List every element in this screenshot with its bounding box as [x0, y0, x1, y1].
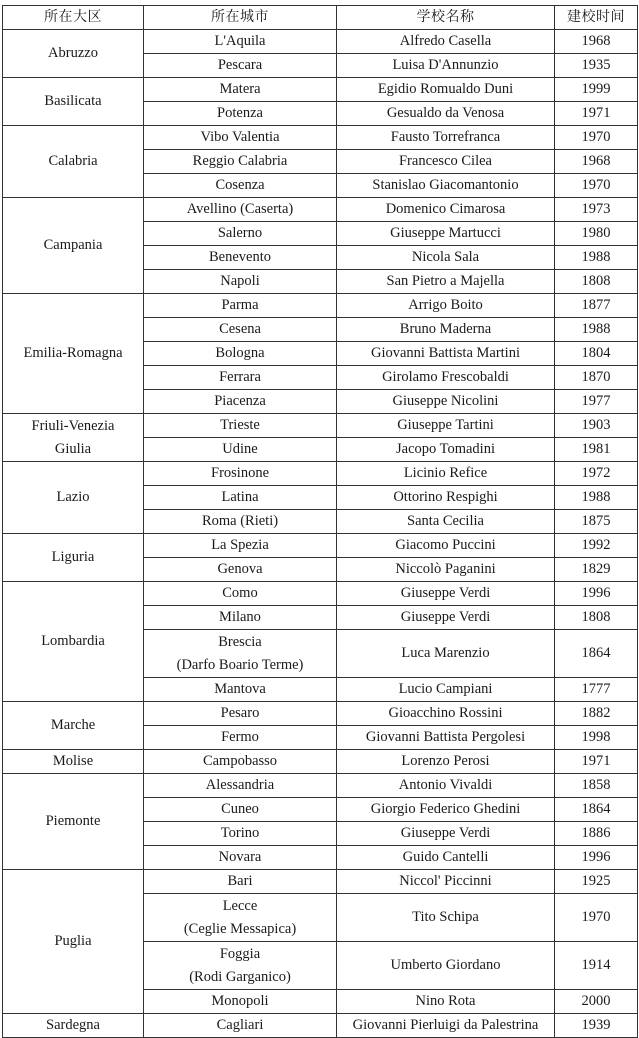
city-name-line: Novara — [218, 849, 262, 865]
city-name-line: Torino — [220, 825, 260, 841]
region-name-line: Basilicata — [44, 93, 102, 109]
founded-year-cell: 1996 — [555, 846, 638, 870]
city-name-line: Pescara — [217, 57, 263, 73]
school-name-cell: Francesco Cilea — [337, 150, 555, 174]
founded-year-cell: 1988 — [555, 318, 638, 342]
founded-year-cell: 1882 — [555, 702, 638, 726]
founded-year-cell: 1858 — [555, 774, 638, 798]
city-name-line: (Darfo Boario Terme) — [176, 656, 304, 673]
city-name-line: Genova — [217, 561, 263, 577]
city-name-line: Cuneo — [221, 801, 259, 817]
founded-year-cell: 1970 — [555, 174, 638, 198]
city-cell — [144, 990, 337, 1014]
table-row — [3, 294, 638, 318]
founded-year-cell: 1968 — [555, 150, 638, 174]
city-cell — [144, 750, 337, 774]
school-name-cell: Egidio Romualdo Duni — [337, 78, 555, 102]
founded-year-cell: 1864 — [555, 798, 638, 822]
city-cell — [144, 198, 337, 222]
school-name-cell: Niccol' Piccinni — [337, 870, 555, 894]
school-name-cell: Giorgio Federico Ghedini — [337, 798, 555, 822]
city-name-line: La Spezia — [211, 537, 269, 553]
table-row — [3, 870, 638, 894]
founded-year-cell: 1864 — [555, 630, 638, 678]
city-name-line: Avellino (Caserta) — [186, 201, 294, 217]
city-cell — [144, 510, 337, 534]
school-name-cell: Giacomo Puccini — [337, 534, 555, 558]
city-name-line: Campobasso — [202, 753, 278, 769]
region-cell — [3, 414, 144, 462]
region-name-line: Puglia — [54, 933, 92, 949]
city-name-line: Matera — [219, 81, 261, 97]
city-name-line: Salerno — [217, 225, 263, 241]
school-name-cell: Domenico Cimarosa — [337, 198, 555, 222]
founded-year-cell: 1981 — [555, 438, 638, 462]
region-name-line: Emilia-Romagna — [23, 345, 123, 361]
founded-year-cell: 1971 — [555, 102, 638, 126]
region-name-line: Molise — [52, 753, 94, 769]
city-cell — [144, 582, 337, 606]
city-cell — [144, 774, 337, 798]
region-name-line: Lazio — [56, 489, 90, 505]
city-name-line: Cosenza — [215, 177, 265, 193]
school-name-cell: Girolamo Frescobaldi — [337, 366, 555, 390]
city-cell — [144, 126, 337, 150]
founded-year-cell: 1980 — [555, 222, 638, 246]
school-name-cell: Giuseppe Nicolini — [337, 390, 555, 414]
city-cell — [144, 270, 337, 294]
school-name-cell: Nino Rota — [337, 990, 555, 1014]
city-cell — [144, 870, 337, 894]
school-name-cell: Fausto Torrefranca — [337, 126, 555, 150]
region-cell — [3, 462, 144, 534]
school-name-cell: Santa Cecilia — [337, 510, 555, 534]
founded-year-cell: 1939 — [555, 1014, 638, 1038]
city-name-line: Napoli — [220, 273, 260, 289]
city-cell — [144, 702, 337, 726]
region-cell — [3, 78, 144, 126]
header-school-name: 学校名称 — [337, 6, 555, 30]
city-cell — [144, 678, 337, 702]
region-name-line: Marche — [50, 717, 96, 733]
region-name-line: Piemonte — [45, 813, 101, 829]
city-cell — [144, 558, 337, 582]
city-name-line: Latina — [221, 489, 259, 505]
school-name-cell: Bruno Maderna — [337, 318, 555, 342]
founded-year-cell: 1870 — [555, 366, 638, 390]
founded-year-cell: 2000 — [555, 990, 638, 1014]
table-row — [3, 582, 638, 606]
region-cell — [3, 534, 144, 582]
region-cell — [3, 30, 144, 78]
school-name-cell: Giuseppe Verdi — [337, 822, 555, 846]
city-name-line: (Ceglie Messapica) — [183, 920, 297, 937]
header-row — [3, 6, 638, 30]
region-cell — [3, 198, 144, 294]
founded-year-cell: 1988 — [555, 246, 638, 270]
founded-year-cell: 1996 — [555, 582, 638, 606]
school-name-cell: Giovanni Pierluigi da Palestrina — [337, 1014, 555, 1038]
city-cell — [144, 462, 337, 486]
founded-year-cell: 1925 — [555, 870, 638, 894]
city-name-line: Cesena — [219, 321, 261, 337]
city-name-line: Lecce — [222, 897, 258, 914]
founded-year-cell: 1777 — [555, 678, 638, 702]
school-name-cell: Giuseppe Verdi — [337, 606, 555, 630]
school-name-cell: Alfredo Casella — [337, 30, 555, 54]
school-name-cell: Umberto Giordano — [337, 942, 555, 990]
city-name-line: Fermo — [221, 729, 259, 745]
founded-year-cell: 1877 — [555, 294, 638, 318]
school-name-cell: Gesualdo da Venosa — [337, 102, 555, 126]
founded-year-cell: 1808 — [555, 606, 638, 630]
table-row — [3, 774, 638, 798]
city-name-line: Bari — [227, 873, 253, 889]
city-cell — [144, 438, 337, 462]
founded-year-cell: 1808 — [555, 270, 638, 294]
city-cell — [144, 606, 337, 630]
table-row — [3, 30, 638, 54]
city-name-line: Trieste — [220, 417, 260, 433]
school-name-cell: Lucio Campiani — [337, 678, 555, 702]
city-cell — [144, 222, 337, 246]
founded-year-cell: 1977 — [555, 390, 638, 414]
founded-year-cell: 1829 — [555, 558, 638, 582]
table-row — [3, 126, 638, 150]
region-cell — [3, 750, 144, 774]
table-row — [3, 198, 638, 222]
region-name-line: Campania — [43, 237, 103, 253]
founded-year-cell: 1903 — [555, 414, 638, 438]
city-name-line: Pesaro — [220, 705, 260, 721]
school-name-cell: Nicola Sala — [337, 246, 555, 270]
table-row — [3, 750, 638, 774]
city-cell — [144, 390, 337, 414]
school-name-cell: Giovanni Battista Pergolesi — [337, 726, 555, 750]
founded-year-cell: 1971 — [555, 750, 638, 774]
table-row — [3, 534, 638, 558]
school-name-cell: Gioacchino Rossini — [337, 702, 555, 726]
city-name-line: Monopoli — [211, 993, 269, 1009]
city-name-line: Potenza — [217, 105, 263, 121]
city-cell — [144, 294, 337, 318]
region-cell — [3, 774, 144, 870]
city-name-line: Milano — [219, 609, 261, 625]
school-name-cell: Giuseppe Tartini — [337, 414, 555, 438]
founded-year-cell: 1804 — [555, 342, 638, 366]
city-cell — [144, 78, 337, 102]
region-name-line: Liguria — [51, 549, 95, 565]
school-name-cell: Giuseppe Verdi — [337, 582, 555, 606]
school-name-cell: Tito Schipa — [337, 894, 555, 942]
region-name-line: Lombardia — [41, 633, 105, 649]
table-row — [3, 702, 638, 726]
school-name-cell: Antonio Vivaldi — [337, 774, 555, 798]
city-cell — [144, 342, 337, 366]
city-cell — [144, 1014, 337, 1038]
school-name-cell: San Pietro a Majella — [337, 270, 555, 294]
city-name-line: Benevento — [208, 249, 271, 265]
school-name-cell: Jacopo Tomadini — [337, 438, 555, 462]
city-cell — [144, 54, 337, 78]
city-name-line: Brescia — [218, 633, 262, 650]
school-name-cell: Stanislao Giacomantonio — [337, 174, 555, 198]
table-header — [3, 6, 638, 30]
region-cell — [3, 1014, 144, 1038]
city-name-line: (Rodi Garganico) — [189, 968, 291, 985]
city-name-line: Piacenza — [214, 393, 266, 409]
founded-year-cell: 1914 — [555, 942, 638, 990]
city-name-line: Roma (Rieti) — [201, 513, 279, 529]
region-name-line: Calabria — [48, 153, 98, 169]
city-name-line: Udine — [222, 441, 258, 457]
city-name-line: Alessandria — [205, 777, 275, 793]
city-name-line: Ferrara — [219, 369, 261, 385]
city-name-line: Reggio Calabria — [192, 153, 288, 169]
school-name-cell: Licinio Refice — [337, 462, 555, 486]
founded-year-cell: 1935 — [555, 54, 638, 78]
city-name-line: L'Aquila — [214, 33, 266, 49]
founded-year-cell: 1875 — [555, 510, 638, 534]
city-cell — [144, 822, 337, 846]
founded-year-cell: 1988 — [555, 486, 638, 510]
city-cell — [144, 246, 337, 270]
header-region: 所在大区 — [3, 6, 144, 30]
table-row — [3, 1014, 638, 1038]
founded-year-cell: 1999 — [555, 78, 638, 102]
city-cell — [144, 534, 337, 558]
header-city: 所在城市 — [144, 6, 337, 30]
founded-year-cell: 1970 — [555, 894, 638, 942]
school-name-cell: Luisa D'Annunzio — [337, 54, 555, 78]
region-cell — [3, 870, 144, 1014]
school-name-cell: Arrigo Boito — [337, 294, 555, 318]
founded-year-cell: 1968 — [555, 30, 638, 54]
founded-year-cell: 1886 — [555, 822, 638, 846]
conservatory-table — [2, 5, 638, 1038]
table-row — [3, 78, 638, 102]
founded-year-cell: 1998 — [555, 726, 638, 750]
city-cell — [144, 798, 337, 822]
table-body — [3, 30, 638, 1038]
region-cell — [3, 294, 144, 414]
city-cell — [144, 894, 337, 942]
city-cell — [144, 30, 337, 54]
city-cell — [144, 942, 337, 990]
city-name-line: Mantova — [214, 681, 266, 697]
founded-year-cell: 1972 — [555, 462, 638, 486]
region-name-line: Giulia — [54, 440, 92, 457]
school-name-cell: Lorenzo Perosi — [337, 750, 555, 774]
founded-year-cell: 1970 — [555, 126, 638, 150]
school-name-cell: Giovanni Battista Martini — [337, 342, 555, 366]
school-name-cell: Niccolò Paganini — [337, 558, 555, 582]
region-cell — [3, 126, 144, 198]
city-cell — [144, 174, 337, 198]
region-cell — [3, 702, 144, 750]
city-cell — [144, 102, 337, 126]
city-cell — [144, 630, 337, 678]
region-cell — [3, 582, 144, 702]
table-row — [3, 462, 638, 486]
city-name-line: Vibo Valentia — [200, 129, 280, 145]
city-cell — [144, 846, 337, 870]
school-name-cell: Giuseppe Martucci — [337, 222, 555, 246]
city-cell — [144, 486, 337, 510]
school-name-cell: Guido Cantelli — [337, 846, 555, 870]
founded-year-cell: 1973 — [555, 198, 638, 222]
city-name-line: Parma — [221, 297, 259, 313]
city-name-line: Cagliari — [216, 1017, 264, 1033]
region-name-line: Abruzzo — [48, 45, 98, 61]
region-name-line: Sardegna — [46, 1017, 100, 1033]
city-name-line: Frosinone — [211, 465, 269, 481]
school-name-cell: Luca Marenzio — [337, 630, 555, 678]
school-name-cell: Ottorino Respighi — [337, 486, 555, 510]
city-cell — [144, 318, 337, 342]
city-name-line: Bologna — [215, 345, 265, 361]
founded-year-cell: 1992 — [555, 534, 638, 558]
city-cell — [144, 150, 337, 174]
city-cell — [144, 726, 337, 750]
table-row — [3, 414, 638, 438]
city-name-line: Foggia — [219, 945, 261, 962]
region-name-line: Friuli-Venezia — [31, 417, 115, 434]
city-cell — [144, 414, 337, 438]
header-founded-year: 建校时间 — [555, 6, 638, 30]
city-cell — [144, 366, 337, 390]
city-name-line: Como — [222, 585, 258, 601]
